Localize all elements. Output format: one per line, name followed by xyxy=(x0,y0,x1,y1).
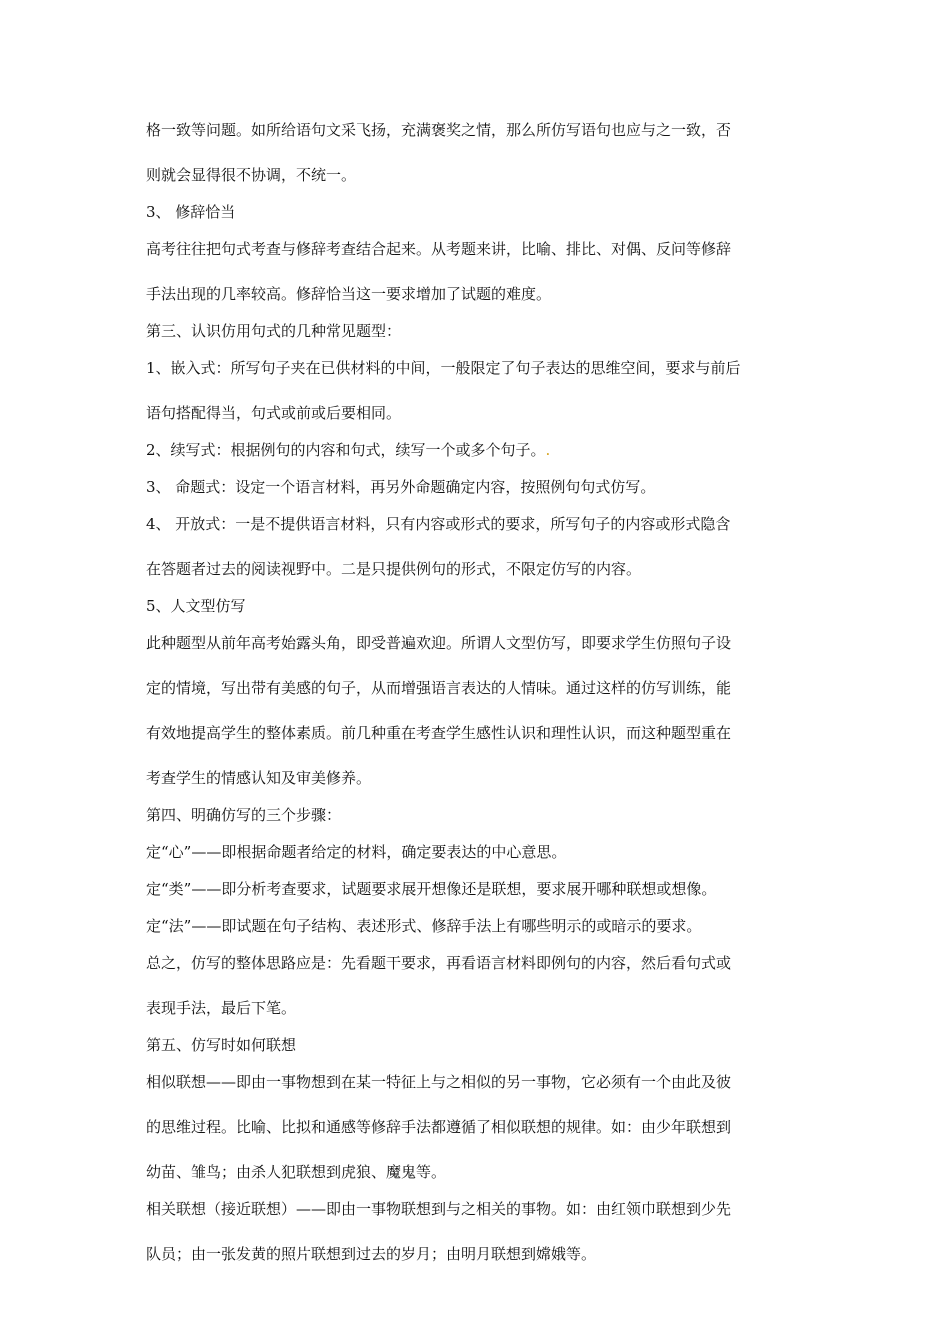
text-line: 相关联想（接近联想）——即由一事物联想到与之相关的事物。如：由红领巾联想到少先 xyxy=(146,1200,732,1218)
section-heading: 5、人文型仿写 xyxy=(146,597,246,615)
section-heading: 3、 修辞恰当 xyxy=(146,203,236,221)
section-heading: 第五、仿写时如何联想 xyxy=(146,1036,297,1054)
text-line-with-mark xyxy=(146,440,812,461)
text-line: 的思维过程。比喻、比拟和通感等修辞手法都遵循了相似联想的规律。如：由少年联想到 xyxy=(146,1118,732,1136)
section-heading: 第三、认识仿用句式的几种常见题型： xyxy=(146,322,402,340)
text-line: 3、 命题式：设定一个语言材料，再另外命题确定内容，按照例句句式仿写。 xyxy=(146,478,656,496)
text-line: 1、嵌入式：所写句子夹在已供材料的中间，一般限定了句子表达的思维空间，要求与前后 xyxy=(146,359,741,377)
text-line: 2、续写式：根据例句的内容和句式，续写一个或多个句子。 xyxy=(146,441,546,459)
section-heading: 第四、明确仿写的三个步骤： xyxy=(146,806,342,824)
text-line: 定“类”——即分析考查要求，试题要求展开想像还是联想，要求展开哪种联想或想像。 xyxy=(146,880,717,898)
text-line: 定“法”——即试题在句子结构、表述形式、修辞手法上有哪些明示的或暗示的要求。 xyxy=(146,917,702,935)
text-line: 此种题型从前年高考始露头角，即受普遍欢迎。所谓人文型仿写，即要求学生仿照句子设 xyxy=(146,634,732,652)
text-line: 则就会显得很不协调，不统一。 xyxy=(146,166,357,184)
text-line: 手法出现的几率较高。修辞恰当这一要求增加了试题的难度。 xyxy=(146,285,552,303)
document-body xyxy=(146,120,812,1265)
stray-dot-mark: . xyxy=(545,441,551,459)
text-line: 有效地提高学生的整体素质。前几种重在考查学生感性认识和理性认识，而这种题型重在 xyxy=(146,724,732,742)
text-line: 格一致等问题。如所给语句文采飞扬，充满褒奖之情，那么所仿写语句也应与之一致，否 xyxy=(146,121,732,139)
text-line: 高考往往把句式考查与修辞考查结合起来。从考题来讲，比喻、排比、对偶、反问等修辞 xyxy=(146,240,732,258)
text-line: 总之，仿写的整体思路应是：先看题干要求，再看语言材料即例句的内容，然后看句式或 xyxy=(146,954,732,972)
text-line: 在答题者过去的阅读视野中。二是只提供例句的形式，不限定仿写的内容。 xyxy=(146,560,642,578)
text-line: 4、 开放式：一是不提供语言材料，只有内容或形式的要求，所写句子的内容或形式隐含 xyxy=(146,515,731,533)
text-line: 考查学生的情感认知及审美修养。 xyxy=(146,769,372,787)
text-line: 定“心”——即根据命题者给定的材料，确定要表达的中心意思。 xyxy=(146,843,567,861)
text-line: 定的情境，写出带有美感的句子，从而增强语言表达的人情味。通过这样的仿写训练，能 xyxy=(146,679,732,697)
text-line: 幼苗、雏鸟；由杀人犯联想到虎狼、魔鬼等。 xyxy=(146,1163,447,1181)
text-line: 表现手法，最后下笔。 xyxy=(146,999,297,1017)
text-line: 队员；由一张发黄的照片联想到过去的岁月；由明月联想到嫦娥等。 xyxy=(146,1245,597,1263)
text-line: 语句搭配得当，句式或前或后要相同。 xyxy=(146,404,402,422)
text-line: 相似联想——即由一事物想到在某一特征上与之相似的另一事物，它必须有一个由此及彼 xyxy=(146,1073,732,1091)
